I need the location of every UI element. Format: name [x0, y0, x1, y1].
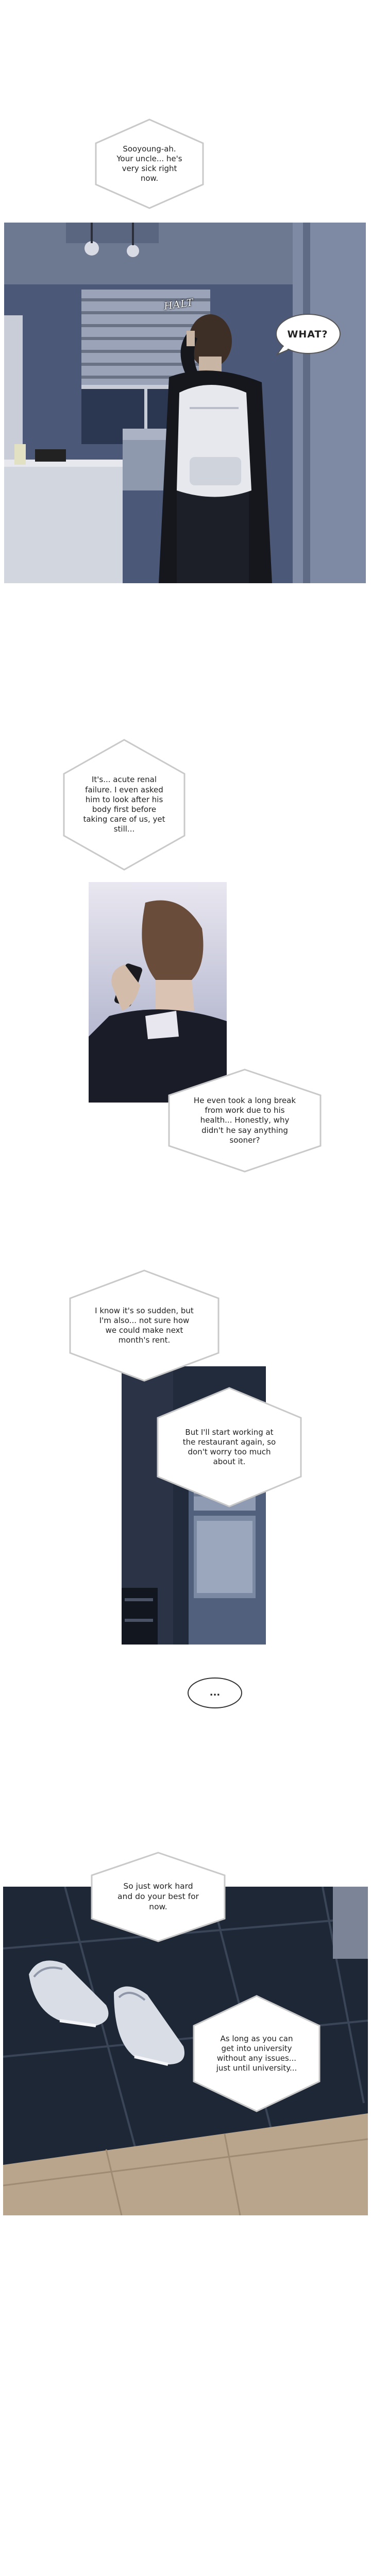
speech-bubble-work-hard [89, 1851, 228, 1943]
bubble-text: WHAT? [287, 328, 328, 340]
bubble-text: It's... acute renal failure. I even asked him to look after his body first before taking care of us, yet still... [83, 775, 165, 834]
room-scene-illustration [4, 223, 366, 583]
speech-bubble-what [274, 312, 341, 357]
speech-bubble-ellipsis [187, 1676, 243, 1709]
bubble-text: Sooyoung-ah. Your uncle... he's very sick right now. [116, 144, 182, 183]
bubble-text: As long as you can get into university without any issues... just until university... [216, 2033, 297, 2073]
speech-bubble-renal-failure [61, 738, 188, 872]
bubble-text: I know it's so sudden, but I'm also... not sure how we could make next month's rent. [95, 1306, 194, 1345]
speech-bubble-university [191, 1994, 323, 2113]
speech-bubble-long-break [166, 1067, 324, 1174]
speech-bubble-uncle-sick [93, 117, 206, 210]
speech-bubble-restaurant [155, 1386, 304, 1509]
panel-room-phone-call [4, 223, 366, 583]
bubble-text: So just work hard and do your best for now. [117, 1882, 199, 1911]
halt-sound-effect: HALT [163, 297, 195, 312]
bubble-text: He even took a long break from work due to his health... Honestly, why didn't he say anything sooner? [193, 1096, 296, 1145]
bubble-text: ... [209, 1687, 221, 1699]
speech-bubble-rent [67, 1268, 222, 1383]
bubble-text: But I'll start working at the restaurant again, so don't worry too much about it. [182, 1427, 276, 1467]
